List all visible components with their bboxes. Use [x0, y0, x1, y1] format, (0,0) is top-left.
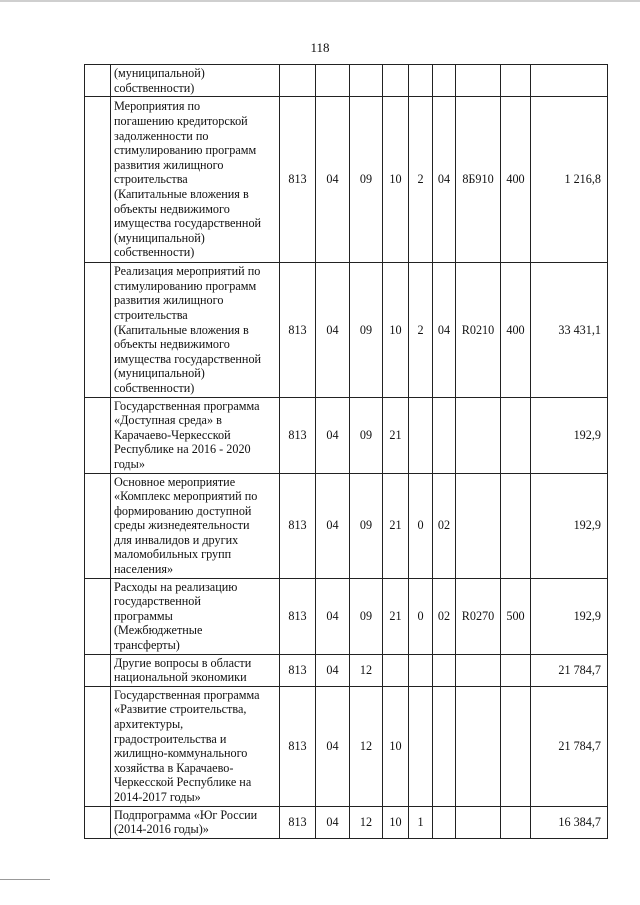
expense-type-cell [501, 654, 531, 686]
amount-cell: 21 784,7 [531, 686, 608, 806]
program-code-cell: 21 [383, 397, 409, 473]
direction-code-cell [456, 473, 501, 578]
event-code-cell [433, 686, 456, 806]
subprogram-code-cell [409, 65, 433, 97]
row-number-cell [85, 97, 111, 263]
section-code-cell: 04 [316, 806, 350, 838]
direction-code-cell [456, 806, 501, 838]
subsection-code-cell: 09 [350, 97, 383, 263]
table-row [85, 578, 608, 654]
expense-type-cell: 400 [501, 263, 531, 397]
event-code-cell [433, 397, 456, 473]
program-code-cell: 10 [383, 806, 409, 838]
row-number-cell [85, 686, 111, 806]
section-code-cell: 04 [316, 654, 350, 686]
program-code-cell [383, 654, 409, 686]
budget-table [84, 64, 608, 839]
row-number-cell [85, 263, 111, 397]
table-row [85, 686, 608, 806]
table-row [85, 397, 608, 473]
subprogram-code-cell [409, 397, 433, 473]
ved-code-cell: 813 [280, 263, 316, 397]
subsection-code-cell: 12 [350, 654, 383, 686]
event-code-cell: 02 [433, 473, 456, 578]
section-code-cell: 04 [316, 686, 350, 806]
event-code-cell: 02 [433, 578, 456, 654]
name-cell: Государственная программа «Доступная среда» в Карачаево-Черкесской Республике на 2016 - 2020 годы» [111, 397, 280, 473]
budget-table-body [85, 65, 608, 839]
expense-type-cell: 400 [501, 97, 531, 263]
ved-code-cell: 813 [280, 97, 316, 263]
row-number-cell [85, 578, 111, 654]
expense-type-cell [501, 397, 531, 473]
program-code-cell: 10 [383, 263, 409, 397]
name-cell: Подпрограмма «Юг России (2014-2016 годы)» [111, 806, 280, 838]
subsection-code-cell: 09 [350, 263, 383, 397]
program-code-cell: 10 [383, 686, 409, 806]
expense-type-cell: 500 [501, 578, 531, 654]
amount-cell: 33 431,1 [531, 263, 608, 397]
section-code-cell: 04 [316, 263, 350, 397]
expense-type-cell [501, 65, 531, 97]
name-cell: Государственная программа «Развитие строительства, архитектуры, градостроительства и жилищно-коммунального хозяйства в Карачаево- Черкесской Республике на 2014-2017 годы» [111, 686, 280, 806]
name-cell: Расходы на реализацию государственной программы (Межбюджетные трансферты) [111, 578, 280, 654]
top-rule [0, 0, 640, 2]
direction-code-cell [456, 65, 501, 97]
name-cell: Мероприятия по погашению кредиторской задолженности по стимулированию программ развития жилищного строительства (Капитальные вложения в объекты недвижимого имущества государственной (муниципальной) собственности) [111, 97, 280, 263]
amount-cell: 192,9 [531, 578, 608, 654]
subprogram-code-cell: 0 [409, 578, 433, 654]
row-number-cell [85, 806, 111, 838]
event-code-cell [433, 654, 456, 686]
amount-cell: 192,9 [531, 473, 608, 578]
section-code-cell: 04 [316, 97, 350, 263]
name-cell: Основное мероприятие «Комплекс мероприятий по формированию доступной среды жизнедеятельности для инвалидов и других маломобильных групп населения» [111, 473, 280, 578]
expense-type-cell [501, 473, 531, 578]
subprogram-code-cell: 2 [409, 97, 433, 263]
event-code-cell: 04 [433, 263, 456, 397]
row-number-cell [85, 65, 111, 97]
subsection-code-cell: 09 [350, 473, 383, 578]
table-row [85, 806, 608, 838]
direction-code-cell [456, 686, 501, 806]
direction-code-cell [456, 654, 501, 686]
subprogram-code-cell [409, 654, 433, 686]
table-row [85, 263, 608, 397]
direction-code-cell: R0270 [456, 578, 501, 654]
expense-type-cell [501, 686, 531, 806]
direction-code-cell [456, 397, 501, 473]
ved-code-cell: 813 [280, 806, 316, 838]
subprogram-code-cell: 1 [409, 806, 433, 838]
ved-code-cell: 813 [280, 686, 316, 806]
program-code-cell: 21 [383, 473, 409, 578]
amount-cell [531, 65, 608, 97]
subsection-code-cell: 12 [350, 686, 383, 806]
expense-type-cell [501, 806, 531, 838]
event-code-cell: 04 [433, 97, 456, 263]
amount-cell: 21 784,7 [531, 654, 608, 686]
name-cell: Другие вопросы в области национальной экономики [111, 654, 280, 686]
page-number: 118 [310, 40, 330, 55]
direction-code-cell: 8Б910 [456, 97, 501, 263]
table-row [85, 97, 608, 263]
ved-code-cell: 813 [280, 654, 316, 686]
row-number-cell [85, 473, 111, 578]
bottom-mark [0, 879, 50, 880]
table-row [85, 473, 608, 578]
section-code-cell: 04 [316, 473, 350, 578]
name-cell: (муниципальной) собственности) [111, 65, 280, 97]
ved-code-cell [280, 65, 316, 97]
section-code-cell: 04 [316, 397, 350, 473]
subsection-code-cell: 12 [350, 806, 383, 838]
event-code-cell [433, 65, 456, 97]
table-row [85, 654, 608, 686]
subsection-code-cell [350, 65, 383, 97]
subsection-code-cell: 09 [350, 578, 383, 654]
table-row [85, 65, 608, 97]
ved-code-cell: 813 [280, 397, 316, 473]
section-code-cell: 04 [316, 578, 350, 654]
subsection-code-cell: 09 [350, 397, 383, 473]
subprogram-code-cell: 2 [409, 263, 433, 397]
program-code-cell [383, 65, 409, 97]
program-code-cell: 21 [383, 578, 409, 654]
event-code-cell [433, 806, 456, 838]
ved-code-cell: 813 [280, 473, 316, 578]
subprogram-code-cell [409, 686, 433, 806]
direction-code-cell: R0210 [456, 263, 501, 397]
ved-code-cell: 813 [280, 578, 316, 654]
name-cell: Реализация мероприятий по стимулированию программ развития жилищного строительства (Капитальные вложения в объекты недвижимого имущества государственной (муниципальной) собственности) [111, 263, 280, 397]
section-code-cell [316, 65, 350, 97]
row-number-cell [85, 654, 111, 686]
amount-cell: 1 216,8 [531, 97, 608, 263]
subprogram-code-cell: 0 [409, 473, 433, 578]
amount-cell: 16 384,7 [531, 806, 608, 838]
amount-cell: 192,9 [531, 397, 608, 473]
row-number-cell [85, 397, 111, 473]
program-code-cell: 10 [383, 97, 409, 263]
